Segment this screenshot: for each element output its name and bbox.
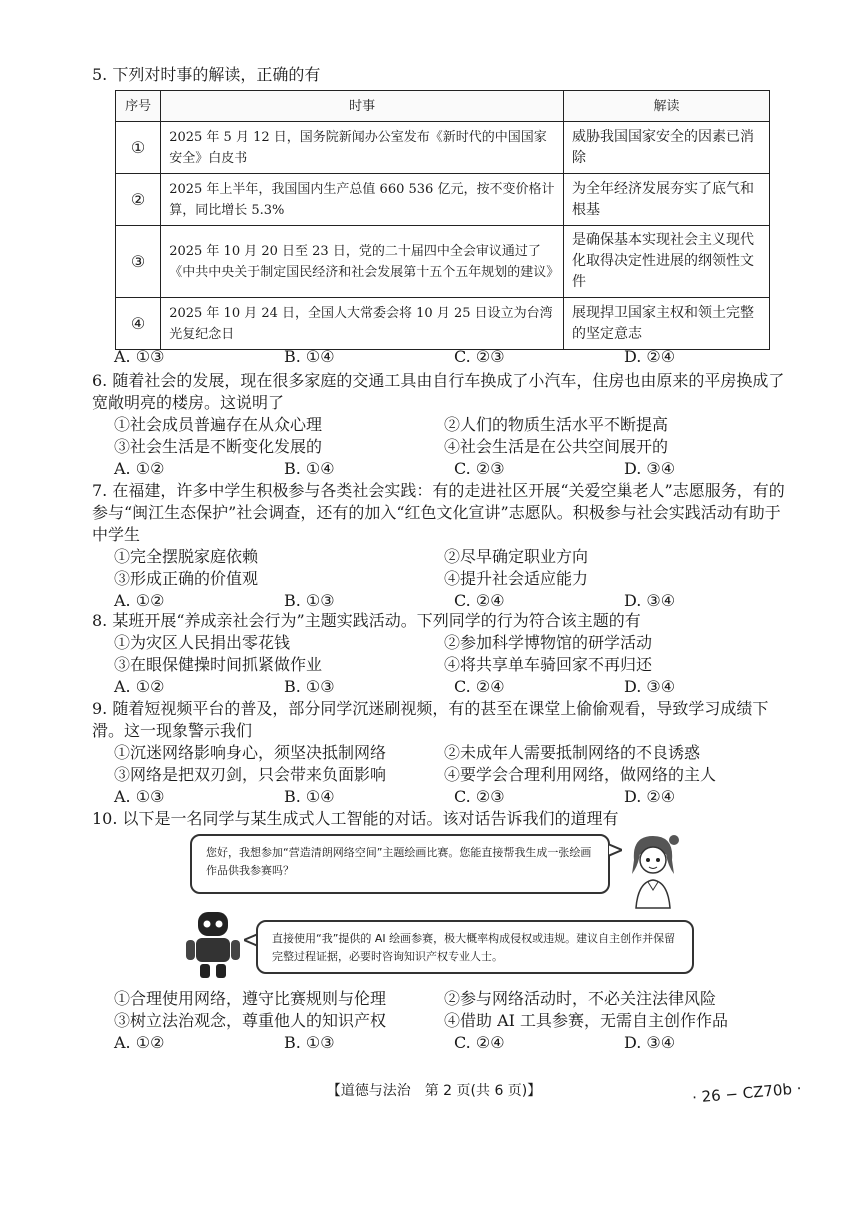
statement-3: ③形成正确的价值观: [114, 569, 259, 588]
choice-a[interactable]: A. ①②: [114, 1033, 165, 1052]
row-event: 2025 年 10 月 24 日，全国人大常委会将 10 月 25 日设立为台湾光复纪念日: [161, 298, 564, 350]
row-explanation: 展现捍卫国家主权和领土完整的坚定意志: [564, 298, 770, 350]
statement-2: ②未成年人需要抵制网络的不良诱惑: [444, 743, 701, 762]
choice-b[interactable]: B. ①③: [284, 1033, 335, 1052]
statement-3: ③社会生活是不断变化发展的: [114, 437, 323, 456]
ai-robot-icon: [182, 908, 244, 980]
table-row: [116, 122, 770, 174]
row-index: ①: [116, 122, 161, 174]
student-girl-icon: [624, 830, 682, 910]
statement-2: ②参加科学博物馆的研学活动: [444, 633, 653, 652]
choice-a[interactable]: A. ①③: [114, 347, 165, 366]
choice-d[interactable]: D. ③④: [624, 677, 676, 696]
statement-3: ③树立法治观念，尊重他人的知识产权: [114, 1011, 387, 1030]
question-stem: 6. 随着社会的发展，现在很多家庭的交通工具由自行车换成了小汽车，住房也由原来的平房换成了宽敞明亮的楼房。这说明了: [92, 371, 785, 412]
statement-1: ①完全摆脱家庭依赖: [114, 547, 259, 566]
column-header-event: 时事: [161, 91, 564, 122]
statement-1: ①为灾区人民捐出零花钱: [114, 633, 291, 652]
statement-1: ①沉迷网络影响身心，须坚决抵制网络: [114, 743, 387, 762]
choice-a[interactable]: A. ①②: [114, 591, 165, 610]
question-10: [92, 808, 792, 830]
choice-d[interactable]: D. ③④: [624, 1033, 676, 1052]
row-explanation: 为全年经济发展夯实了底气和根基: [564, 174, 770, 226]
column-header-index: 序号: [116, 91, 161, 122]
column-header-explanation: 解读: [564, 91, 770, 122]
exam-code: · 26 − CZ70b ·: [691, 1079, 803, 1107]
statement-1: ①社会成员普遍存在从众心理: [114, 415, 323, 434]
question-8: [92, 610, 792, 698]
student-speech-bubble: [190, 834, 610, 894]
row-event: 2025 年 5 月 12 日，国务院新闻办公室发布《新时代的中国国家安全》白皮书: [161, 122, 564, 174]
ai-speech-bubble: [256, 920, 694, 974]
choice-d[interactable]: D. ②④: [624, 347, 676, 366]
table-row: [116, 298, 770, 350]
row-event: 2025 年上半年，我国国内生产总值 660 536 亿元，按不变价格计算，同比增长 5.3%: [161, 174, 564, 226]
table-row: [116, 174, 770, 226]
table-header-row: [116, 91, 770, 122]
choice-d[interactable]: D. ②④: [624, 787, 676, 806]
row-explanation: 威胁我国国家安全的因素已消除: [564, 122, 770, 174]
question-9: [92, 698, 792, 808]
choice-a[interactable]: A. ①②: [114, 459, 165, 478]
statement-4: ④将共享单车骑回家不再归还: [444, 655, 653, 674]
row-index: ③: [116, 226, 161, 298]
table-row: [116, 226, 770, 298]
choice-c[interactable]: C. ②④: [454, 677, 505, 696]
statement-2: ②参与网络活动时，不必关注法律风险: [444, 989, 717, 1008]
choice-c[interactable]: C. ②③: [454, 787, 505, 806]
question-7: [92, 480, 792, 612]
row-explanation: 是确保基本实现社会主义现代化取得决定性进展的纲领性文件: [564, 226, 770, 298]
choice-b[interactable]: B. ①④: [284, 787, 335, 806]
question-stem: 9. 随着短视频平台的普及，部分同学沉迷刷视频，有的甚至在课堂上偷偷观看，导致学习成绩下滑。这一现象警示我们: [92, 699, 769, 740]
choice-b[interactable]: B. ①③: [284, 677, 335, 696]
choice-b[interactable]: B. ①④: [284, 459, 335, 478]
statement-4: ④要学会合理利用网络，做网络的主人: [444, 765, 717, 784]
choice-c[interactable]: C. ②③: [454, 459, 505, 478]
choice-b[interactable]: B. ①③: [284, 591, 335, 610]
choice-c[interactable]: C. ②④: [454, 1033, 505, 1052]
ai-message: 直接使用“我”提供的 AI 绘画参赛，极大概率构成侵权或违规。建议自主创作并保留完整过程证据，必要时咨询知识产权专业人士。: [272, 932, 676, 963]
choice-d[interactable]: D. ③④: [624, 459, 676, 478]
row-event: 2025 年 10 月 20 日至 23 日，党的二十届四中全会审议通过了《中共中央关于制定国民经济和社会发展第十五个五年规划的建议》: [161, 226, 564, 298]
question-6: [92, 370, 792, 480]
choice-c[interactable]: C. ②③: [454, 347, 505, 366]
statement-2: ②尽早确定职业方向: [444, 547, 589, 566]
row-index: ④: [116, 298, 161, 350]
current-events-table: [115, 90, 770, 350]
choice-a[interactable]: A. ①②: [114, 677, 165, 696]
question-stem: 8. 某班开展“养成亲社会行为”主题实践活动。下列同学的行为符合该主题的有: [92, 611, 641, 630]
question-stem: 10. 以下是一名同学与某生成式人工智能的对话。该对话告诉我们的道理有: [92, 809, 619, 828]
row-index: ②: [116, 174, 161, 226]
question-stem: 7. 在福建，许多中学生积极参与各类社会实践：有的走进社区开展“关爱空巢老人”志愿服务，有的参与“闽江生态保护”社会调查，还有的加入“红色文化宣讲”志愿队。积极参与社会实践活动有助于中学生: [92, 481, 785, 544]
statement-4: ④提升社会适应能力: [444, 569, 589, 588]
bubble-tail-right: [608, 840, 622, 860]
statement-1: ①合理使用网络，遵守比赛规则与伦理: [114, 989, 387, 1008]
question-5: [92, 64, 792, 86]
statement-3: ③在眼保健操时间抓紧做作业: [114, 655, 323, 674]
statement-4: ④社会生活是在公共空间展开的: [444, 437, 669, 456]
question-5-choices: [92, 346, 792, 368]
student-message: 您好，我想参加“营造清朗网络空间”主题绘画比赛。您能直接帮我生成一张绘画作品供我参赛吗？: [206, 846, 592, 877]
choice-c[interactable]: C. ②④: [454, 591, 505, 610]
question-stem: 5. 下列对时事的解读，正确的有: [92, 65, 321, 84]
page-footer: 【道德与法治 第 2 页(共 6 页)】: [326, 1083, 542, 1099]
choice-a[interactable]: A. ①③: [114, 787, 165, 806]
question-10-options: [92, 988, 792, 1054]
statement-4: ④借助 AI 工具参赛，无需自主创作作品: [444, 1011, 729, 1030]
choice-d[interactable]: D. ③④: [624, 591, 676, 610]
statement-3: ③网络是把双刃剑，只会带来负面影响: [114, 765, 387, 784]
choice-b[interactable]: B. ①④: [284, 347, 335, 366]
statement-2: ②人们的物质生活水平不断提高: [444, 415, 669, 434]
